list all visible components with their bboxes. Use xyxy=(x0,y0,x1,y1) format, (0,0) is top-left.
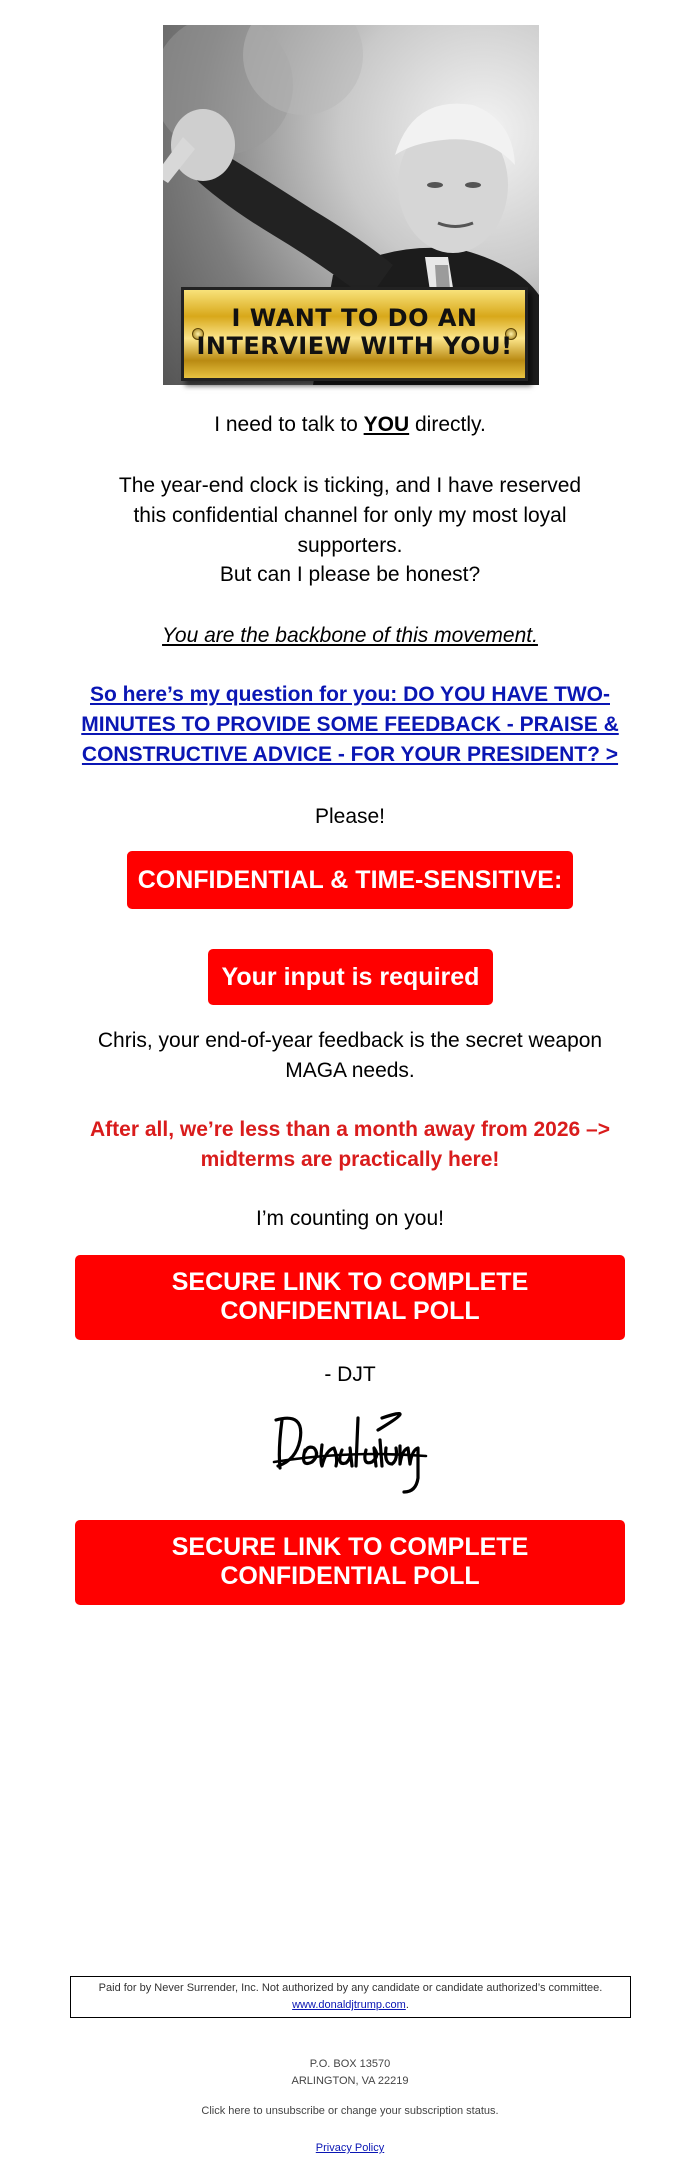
privacy-line xyxy=(0,2142,700,2154)
clock-paragraph: The year-end clock is ticking, and I have reserved this confidential channel for only my most loyal supporters. xyxy=(118,474,582,557)
website-link[interactable]: www.donaldjtrump.com xyxy=(292,1999,406,2011)
plaque-line-1: I WANT TO DO AN xyxy=(231,304,478,332)
secure-poll-button[interactable]: SECURE LINK TO COMPLETE CONFIDENTIAL POLL xyxy=(75,1255,625,1340)
paid-for-text: Paid for by Never Surrender, Inc. Not authorized by any candidate or candidate authorized’s committee. xyxy=(98,1982,603,1994)
input-required-button[interactable]: Your input is required xyxy=(208,949,493,1005)
website-line xyxy=(71,1997,630,2014)
plaque-line-2: INTERVIEW WITH YOU! xyxy=(196,332,513,360)
signature-icon xyxy=(270,1400,430,1495)
feedback-question-link[interactable]: So here’s my question for you: DO YOU HAVE TWO-MINUTES TO PROVIDE SOME FEEDBACK - PRAISE & CONSTRUCTIVE ADVICE - FOR YOUR PRESIDENT? > xyxy=(81,683,619,766)
signature-image xyxy=(270,1400,430,1495)
privacy-policy-link[interactable]: Privacy Policy xyxy=(315,2142,385,2154)
city-line: ARLINGTON, VA 22219 xyxy=(291,2075,409,2087)
talk-prefix: I need to talk to xyxy=(214,413,364,436)
confidential-button[interactable]: CONFIDENTIAL & TIME-SENSITIVE: xyxy=(127,851,573,909)
backbone-paragraph xyxy=(0,621,700,651)
secure-poll-button-2[interactable]: SECURE LINK TO COMPLETE CONFIDENTIAL POLL xyxy=(75,1520,625,1605)
counting-paragraph: I’m counting on you! xyxy=(256,1207,444,1230)
question-paragraph xyxy=(80,680,620,770)
backbone-text: You are the backbone of this movement. xyxy=(162,624,538,647)
talk-suffix: directly. xyxy=(409,413,486,436)
please-paragraph: Please! xyxy=(314,805,386,828)
paid-for-disclaimer xyxy=(70,1976,631,2018)
po-box: P.O. BOX 13570 xyxy=(309,2058,391,2070)
chris-paragraph: Chris, your end-of-year feedback is the secret weapon MAGA needs. xyxy=(97,1029,603,1082)
midterms-paragraph: After all, we’re less than a month away from 2026 –> midterms are practically here! xyxy=(90,1118,610,1171)
interview-plaque xyxy=(181,287,528,381)
signoff-text: - DJT xyxy=(324,1363,376,1386)
talk-you: YOU xyxy=(363,413,410,436)
honest-paragraph: But can I please be honest? xyxy=(219,563,481,586)
website-suffix: . xyxy=(405,1999,409,2011)
talk-paragraph xyxy=(0,410,700,440)
plaque-text xyxy=(184,304,525,360)
unsubscribe-link[interactable]: Click here to unsubscribe or change your subscription status. xyxy=(201,2105,499,2117)
mailing-address xyxy=(0,2056,700,2090)
unsubscribe-text[interactable] xyxy=(0,2105,700,2117)
